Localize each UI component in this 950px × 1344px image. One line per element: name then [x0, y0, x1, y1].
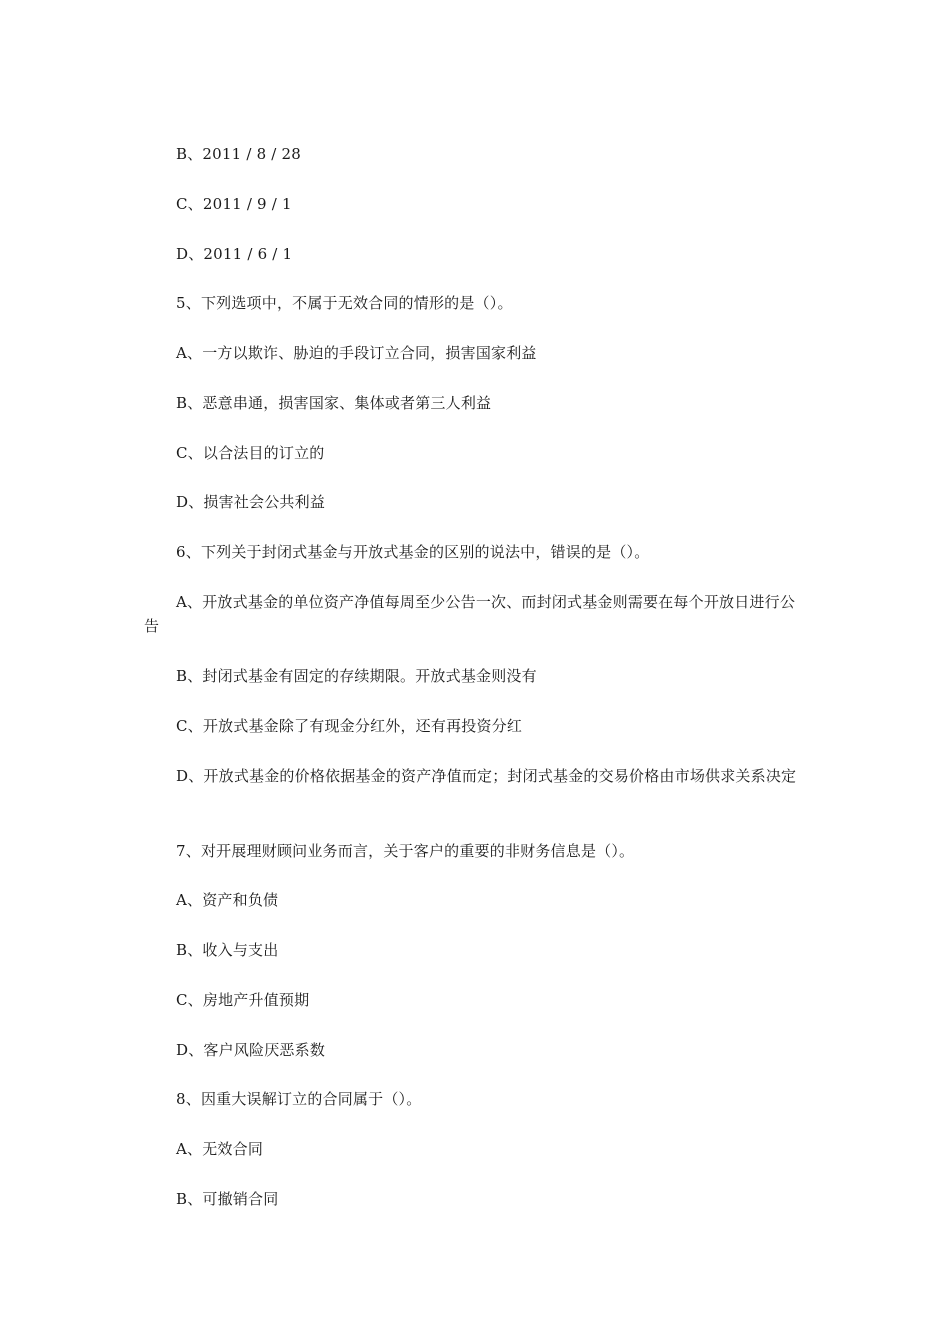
option-c-q7: C、房地产升值预期	[176, 991, 310, 1009]
option-b-q7: B、收入与支出	[176, 941, 279, 959]
option-b-q8: B、可撤销合同	[176, 1190, 279, 1208]
option-d-q4: D、2011 / 6 / 1	[176, 245, 293, 263]
option-d-q5: D、损害社会公共利益	[176, 493, 326, 511]
option-b-q6: B、封闭式基金有固定的存续期限。开放式基金则没有	[176, 667, 537, 685]
option-a-q6: A、开放式基金的单位资产净值每周至少公告一次、而封闭式基金则需要在每个开放日进行公告	[144, 593, 796, 635]
option-d-q6: D、开放式基金的价格依据基金的资产净值而定；封闭式基金的交易价格由市场供求关系决定	[176, 767, 797, 785]
question-7: 7、对开展理财顾问业务而言，关于客户的重要的非财务信息是（）。	[176, 842, 635, 860]
option-a-q8: A、无效合同	[176, 1140, 264, 1158]
option-a-q7: A、资产和负债	[176, 891, 279, 909]
option-c-q5: C、以合法目的订立的	[176, 444, 325, 462]
option-b-q4: B、2011 / 8 / 28	[176, 145, 302, 163]
question-8: 8、因重大误解订立的合同属于（）。	[176, 1090, 422, 1108]
option-a-q5: A、一方以欺诈、胁迫的手段订立合同，损害国家利益	[176, 344, 537, 362]
question-5: 5、下列选项中，不属于无效合同的情形的是（）。	[176, 294, 513, 312]
option-b-q5: B、恶意串通，损害国家、集体或者第三人利益	[176, 394, 492, 412]
option-c-q4: C、2011 / 9 / 1	[176, 195, 292, 213]
option-d-q7: D、客户风险厌恶系数	[176, 1041, 326, 1059]
option-c-q6: C、开放式基金除了有现金分红外，还有再投资分红	[176, 717, 523, 735]
question-6: 6、下列关于封闭式基金与开放式基金的区别的说法中，错误的是（）。	[176, 543, 650, 561]
